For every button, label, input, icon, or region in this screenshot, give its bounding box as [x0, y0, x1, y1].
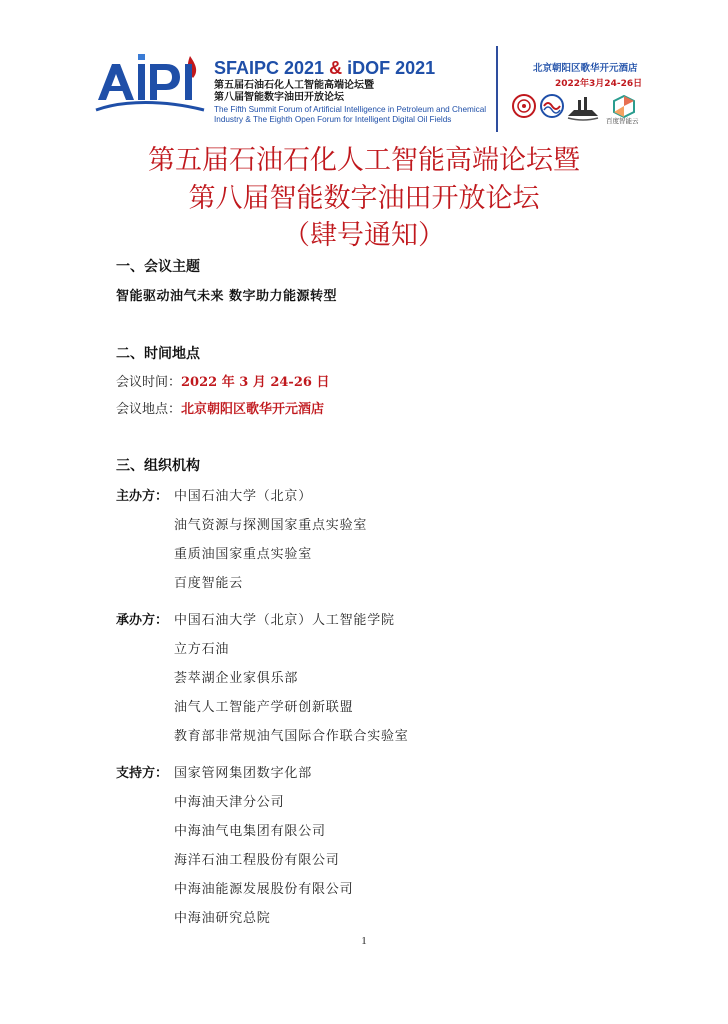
cloud-logo-icon — [614, 96, 634, 117]
supporter-item: 中海油能源发展股份有限公司 — [174, 882, 354, 897]
conference-short-title — [214, 58, 435, 79]
section-theme-heading: 一、会议主题 — [116, 259, 200, 275]
forum-logo — [94, 50, 206, 116]
header-en-line-1: The Fifth Summit Forum of Artificial Intelligence in Petroleum and Chemical — [214, 105, 487, 114]
meeting-place-value: 北京朝阳区歌华开元酒店 — [181, 402, 325, 417]
supporter-item: 中海油研究总院 — [174, 911, 271, 926]
meeting-time-label: 会议时间： — [116, 375, 182, 390]
title-line-2: 第八届智能数字油田开放论坛 — [188, 183, 540, 214]
meeting-time-row — [116, 371, 329, 390]
organizer-logos — [512, 92, 652, 124]
organizer-item: 教育部非常规油气国际合作联合实验室 — [174, 729, 409, 744]
conf-title-sfaipc: SFAIPC 2021 — [214, 58, 325, 78]
host-item: 百度智能云 — [174, 576, 244, 591]
conference-theme: 智能驱动油气未来 数字助力能源转型 — [116, 289, 338, 304]
host-item: 油气资源与探测国家重点实验室 — [174, 518, 368, 533]
organizer-item: 立方石油 — [174, 642, 230, 657]
page-number: 1 — [361, 935, 367, 947]
supporter-item: 海洋石油工程股份有限公司 — [174, 853, 340, 868]
header-date: 2022年3月24-26日 — [555, 79, 643, 89]
supporter-item: 国家管网集团数字化部 — [174, 766, 313, 781]
header-divider — [496, 46, 498, 132]
partner-logo-text: 百度智能云 — [606, 117, 639, 124]
meeting-time-value: 2022 年 3 月 24-26 日 — [181, 375, 330, 390]
meeting-place-row — [116, 398, 324, 417]
section-organizations-heading: 三、组织机构 — [116, 458, 200, 474]
header-venue: 北京朝阳区歌华开元酒店 — [533, 63, 638, 74]
header-cn-line-1: 第五届石油石化人工智能高端论坛暨 — [214, 80, 374, 91]
organizer-label: 承办方： — [116, 613, 169, 628]
meeting-place-label: 会议地点： — [116, 402, 182, 417]
organizer-item: 中国石油大学（北京）人工智能学院 — [174, 613, 395, 628]
conf-title-ampersand: & — [324, 58, 348, 78]
organizer-item: 油气人工智能产学研创新联盟 — [174, 700, 354, 715]
supporter-item: 中海油气电集团有限公司 — [174, 824, 326, 839]
university-seal-icon — [513, 95, 535, 117]
oil-platform-icon — [568, 97, 598, 120]
title-line-1: 第五届石油石化人工智能高端论坛暨 — [148, 145, 580, 176]
title-line-3: （肆号通知） — [283, 220, 445, 251]
host-label: 主办方： — [116, 489, 169, 504]
conf-title-idof: iDOF 2021 — [347, 58, 436, 78]
organizer-item: 荟萃湖企业家俱乐部 — [174, 671, 299, 686]
section-time-place-heading: 二、时间地点 — [116, 346, 200, 362]
host-item: 中国石油大学（北京） — [174, 489, 313, 504]
supporter-label: 支持方： — [116, 766, 169, 781]
supporter-item: 中海油天津分公司 — [174, 795, 285, 810]
lab-logo-icon — [541, 95, 563, 117]
host-item: 重质油国家重点实验室 — [174, 547, 313, 562]
header-en-line-2: Industry & The Eighth Open Forum for Intelligent Digital Oil Fields — [214, 115, 452, 124]
header-cn-line-2: 第八届智能数字油田开放论坛 — [214, 92, 344, 103]
